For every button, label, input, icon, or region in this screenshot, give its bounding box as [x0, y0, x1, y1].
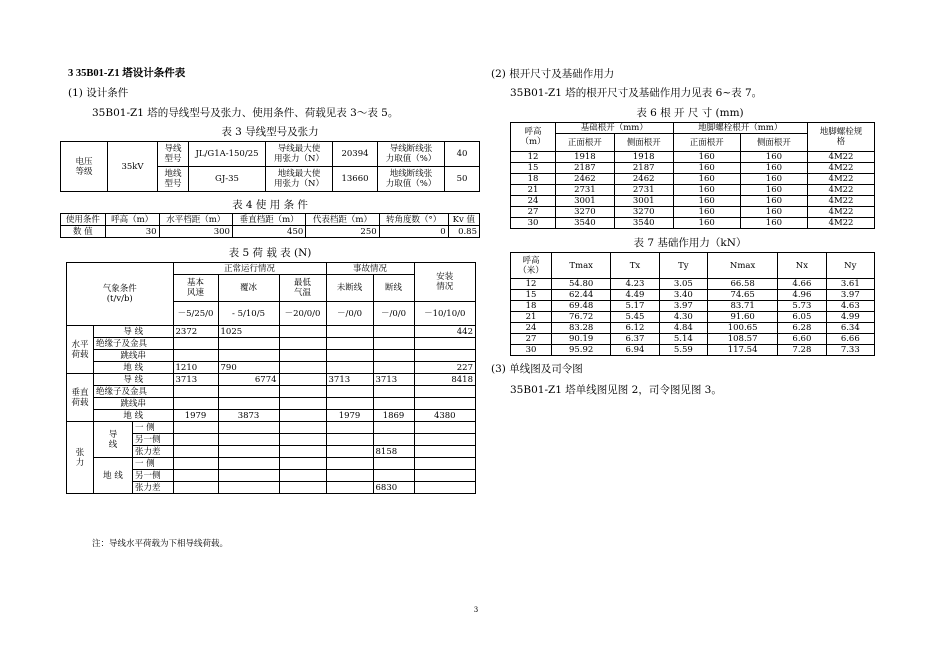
table-row [511, 279, 875, 290]
table-row-cell: 66.58 [708, 279, 778, 290]
col-min-temp: 最低 气温 [279, 275, 326, 302]
table-row-cell: 90.19 [552, 334, 611, 345]
t4-value: 300 [159, 226, 232, 238]
table-row-cell: 3.97 [826, 290, 874, 301]
load-cell: 6774 [218, 374, 279, 386]
load-cell [326, 326, 373, 338]
ground-tension-label: 地线最大使 用张力（N） [266, 167, 333, 192]
subsection-2-paragraph: 35B01-Z1 塔的根开尺寸及基础作用力见表 6~表 7。 [510, 87, 763, 99]
t7-header: Tx [611, 253, 659, 279]
table7 [510, 252, 875, 356]
table-row-cell: 6.66 [826, 334, 874, 345]
table-row-cell: 6.34 [826, 323, 874, 334]
load-cell: 1979 [326, 410, 373, 422]
table-row-cell: 2187 [556, 163, 615, 174]
table5 [66, 262, 476, 494]
t6-subheader: 侧面根开 [614, 134, 673, 152]
col-wind-speed: 基本 风速 [173, 275, 218, 302]
t4-value: 450 [232, 226, 305, 238]
table-row-cell: 4M22 [808, 152, 875, 163]
install-label: 安装 情况 [414, 263, 475, 302]
table-row-cell: 3001 [614, 196, 673, 207]
load-cell: 442 [414, 326, 475, 338]
table-row-cell: 5.73 [778, 301, 826, 312]
table-row-cell: 7.28 [778, 345, 826, 356]
t6-body [511, 152, 875, 229]
load-cell: 3873 [218, 410, 279, 422]
table-row-cell: 5.45 [611, 312, 659, 323]
table-row-cell: 160 [740, 152, 807, 163]
tension-ground-label: 地 线 [94, 458, 133, 494]
table-row-cell: 24 [511, 323, 552, 334]
table-row-cell: 160 [740, 163, 807, 174]
table-row-cell: 18 [511, 301, 552, 312]
table-row-cell: 4.30 [659, 312, 707, 323]
table7-caption: 表 7 基础作用力（kN） [633, 237, 747, 249]
table-row-cell: 6.37 [611, 334, 659, 345]
ground-type-value: GJ-35 [189, 167, 266, 192]
table-row-cell: 76.72 [552, 312, 611, 323]
table-row-cell: 21 [511, 312, 552, 323]
table-row-cell: 15 [511, 290, 552, 301]
horizontal-load-group: 水平 荷载 [67, 326, 94, 374]
page-number: 3 [473, 606, 479, 614]
t6-height-header: 呼高 （m） [511, 123, 556, 152]
table-row-cell: 4.63 [826, 301, 874, 312]
table-row-cell: 160 [673, 196, 740, 207]
subsection-1-title: (1) 设计条件 [68, 87, 129, 99]
table6-caption: 表 6 根 开 尺 寸 (mm) [636, 107, 744, 119]
table-row-cell: 4.66 [778, 279, 826, 290]
table-row-cell: 30 [511, 345, 552, 356]
table-row [511, 163, 875, 174]
load-cell: 3713 [326, 374, 373, 386]
t7-header: Ty [659, 253, 707, 279]
t4-value: 0 [379, 226, 448, 238]
load-row-label: 地 线 [94, 410, 174, 422]
voltage-value: 35kV [108, 142, 158, 192]
table-row [511, 185, 875, 196]
table-row-cell: 160 [740, 196, 807, 207]
table-row-cell: 160 [673, 152, 740, 163]
table-row-cell: 160 [673, 174, 740, 185]
t6-subheader: 正面根开 [673, 134, 740, 152]
col-no-break: 未断线 [326, 275, 373, 302]
load-cell: 3713 [173, 374, 218, 386]
load-cell: 8418 [414, 374, 475, 386]
t4-header: 呼高（m） [105, 214, 159, 226]
t6-foundation-header: 基础根开（mm） [556, 123, 674, 134]
conductor-break-label: 导线断线张 力取值（%） [378, 142, 445, 167]
table4-caption: 表 4 使 用 条 件 [232, 199, 308, 211]
table-row-cell: 4.23 [611, 279, 659, 290]
t7-header: 呼高 （米） [511, 253, 552, 279]
table-row-cell: 69.48 [552, 301, 611, 312]
load-row-label: 跳线串 [94, 350, 174, 362]
table-row-cell: 2462 [614, 174, 673, 185]
condition: －20/0/0 [279, 302, 326, 326]
condition: - 5/10/5 [218, 302, 279, 326]
table-row-cell: 83.28 [552, 323, 611, 334]
table-row-cell: 160 [740, 218, 807, 229]
table-row-cell: 74.65 [708, 290, 778, 301]
load-cell [373, 326, 414, 338]
ground-tension-value: 13660 [333, 167, 378, 192]
table-row [511, 290, 875, 301]
table-row-cell: 62.44 [552, 290, 611, 301]
table-row [511, 218, 875, 229]
table6 [510, 122, 875, 229]
t4-value: 0.85 [448, 226, 479, 238]
table-row [511, 312, 875, 323]
table-row [511, 207, 875, 218]
ground-break-value: 50 [445, 167, 480, 192]
table-row-cell: 3001 [556, 196, 615, 207]
ground-break-label: 地线断线张 力取值（%） [378, 167, 445, 192]
t7-header: Nx [778, 253, 826, 279]
t4-header: 转角度数（°） [379, 214, 448, 226]
table-row-cell: 4.96 [778, 290, 826, 301]
voltage-label: 电压 等级 [61, 142, 108, 192]
table-row-cell: 6.60 [778, 334, 826, 345]
normal-operation-label: 正常运行情况 [173, 263, 326, 275]
tension-diff-label: 张力差 [133, 482, 174, 494]
table-row-cell: 3270 [556, 207, 615, 218]
table-row-cell: 6.05 [778, 312, 826, 323]
table-row-cell: 3540 [556, 218, 615, 229]
table4 [60, 213, 480, 238]
table5-caption: 表 5 荷 载 表 (N) [228, 247, 312, 259]
load-cell: 1210 [173, 362, 218, 374]
table-row-cell: 2462 [556, 174, 615, 185]
load-row-label: 地 线 [94, 362, 174, 374]
load-cell: 6830 [373, 482, 414, 494]
load-cell: 1979 [173, 410, 218, 422]
condition: －5/25/0 [173, 302, 218, 326]
table-row-cell: 6.28 [778, 323, 826, 334]
tension-diff-label: 张力差 [133, 446, 174, 458]
tension-side-label: 一 侧 [133, 458, 174, 470]
table-row-cell: 15 [511, 163, 556, 174]
load-cell: 1869 [373, 410, 414, 422]
t6-spec-header: 地脚螺栓规 格 [808, 123, 875, 152]
tension-group: 张 力 [67, 422, 94, 494]
conductor-type-value: JL/G1A-150/25 [189, 142, 266, 167]
table-row-cell: 2731 [556, 185, 615, 196]
col-icing: 覆冰 [218, 275, 279, 302]
weather-condition-label: 气象条件 (t/v/b) [67, 263, 174, 326]
t4-header: Kv 值 [448, 214, 479, 226]
section-title: 3 35B01-Z1 塔设计条件表 [68, 68, 186, 79]
table-row-cell: 4M22 [808, 218, 875, 229]
t6-subheader: 侧面根开 [740, 134, 807, 152]
load-cell: 790 [218, 362, 279, 374]
load-row-label: 跳线串 [94, 398, 174, 410]
table-row-cell: 18 [511, 174, 556, 185]
t7-header: Nmax [708, 253, 778, 279]
t6-subheader: 正面根开 [556, 134, 615, 152]
condition: －/0/0 [373, 302, 414, 326]
table-row-cell: 4M22 [808, 196, 875, 207]
conductor-break-value: 40 [445, 142, 480, 167]
subsection-1-paragraph: 35B01-Z1 塔的导线型号及张力、使用条件、荷载见表 3～表 5。 [92, 107, 399, 119]
table-row-cell: 27 [511, 334, 552, 345]
table-row-cell: 7.33 [826, 345, 874, 356]
table-row-cell: 27 [511, 207, 556, 218]
t6-bolt-header: 地脚螺栓根开（mm） [673, 123, 807, 134]
table-row [511, 301, 875, 312]
table-row-cell: 12 [511, 152, 556, 163]
table-row-cell: 3270 [614, 207, 673, 218]
table-row-cell: 4.84 [659, 323, 707, 334]
table-row [511, 152, 875, 163]
t7-header: Ny [826, 253, 874, 279]
conductor-type-label: 导线 型号 [158, 142, 189, 167]
table-row-cell: 95.92 [552, 345, 611, 356]
load-row-label: 导 线 [94, 374, 174, 386]
table-row-cell: 91.60 [708, 312, 778, 323]
table-row-cell: 3.05 [659, 279, 707, 290]
load-cell: 8158 [373, 446, 414, 458]
tension-side-label: 另一侧 [133, 470, 174, 482]
table-row-cell: 3.61 [826, 279, 874, 290]
ground-type-label: 地线 型号 [158, 167, 189, 192]
table-row-cell: 83.71 [708, 301, 778, 312]
table5-note: 注：导线水平荷载为下相导线荷载。 [92, 539, 229, 549]
col-break: 断线 [373, 275, 414, 302]
load-row-label: 导 线 [94, 326, 174, 338]
table-row-cell: 1918 [614, 152, 673, 163]
t7-body [511, 279, 875, 356]
t4-header: 使用条件 [61, 214, 106, 226]
load-cell: 2372 [173, 326, 218, 338]
table-row-cell: 4.99 [826, 312, 874, 323]
t4-value: 250 [306, 226, 379, 238]
load-cell: 3713 [373, 374, 414, 386]
table-row-cell: 160 [673, 207, 740, 218]
table-row [511, 345, 875, 356]
vertical-load-group: 垂直 荷载 [67, 374, 94, 422]
t4-value: 数 值 [61, 226, 106, 238]
table-row [511, 174, 875, 185]
table-row [511, 196, 875, 207]
table-row-cell: 5.59 [659, 345, 707, 356]
load-cell [279, 326, 326, 338]
table-row-cell: 1918 [556, 152, 615, 163]
t4-header: 代表档距（m） [306, 214, 379, 226]
table-row-cell: 5.17 [611, 301, 659, 312]
table3-caption: 表 3 导线型号及张力 [221, 126, 319, 138]
table-row-cell: 30 [511, 218, 556, 229]
subsection-2-title: (2) 根开尺寸及基础作用力 [491, 68, 615, 80]
table-row-cell: 5.14 [659, 334, 707, 345]
table-row-cell: 4M22 [808, 174, 875, 185]
table-row-cell: 4M22 [808, 207, 875, 218]
conductor-tension-label: 导线最大使 用张力（N） [266, 142, 333, 167]
accident-label: 事故情况 [326, 263, 414, 275]
load-row-label: 绝缘子及金具 [94, 338, 174, 350]
load-cell: 4380 [414, 410, 475, 422]
table-row [511, 334, 875, 345]
table-row-cell: 108.57 [708, 334, 778, 345]
table-row-cell: 160 [740, 207, 807, 218]
table-row-cell: 6.12 [611, 323, 659, 334]
table-row-cell: 160 [740, 174, 807, 185]
table-row-cell: 6.94 [611, 345, 659, 356]
condition: －/0/0 [326, 302, 373, 326]
tension-side-label: 另一侧 [133, 434, 174, 446]
tension-conductor-label: 导 线 [94, 422, 133, 458]
table-row-cell: 3.97 [659, 301, 707, 312]
conductor-tension-value: 20394 [333, 142, 378, 167]
table-row-cell: 54.80 [552, 279, 611, 290]
table-row-cell: 12 [511, 279, 552, 290]
table-row [511, 323, 875, 334]
table-row-cell: 160 [673, 218, 740, 229]
load-cell: 1025 [218, 326, 279, 338]
table-row-cell: 160 [740, 185, 807, 196]
table-row-cell: 160 [673, 185, 740, 196]
load-cell: 227 [414, 362, 475, 374]
table3 [60, 141, 480, 192]
table-row-cell: 117.54 [708, 345, 778, 356]
t4-header: 水平档距（m） [159, 214, 232, 226]
load-row-label: 绝缘子及金具 [94, 386, 174, 398]
table-row-cell: 4M22 [808, 185, 875, 196]
t4-value: 30 [105, 226, 159, 238]
table-row-cell: 3540 [614, 218, 673, 229]
table-row-cell: 4.49 [611, 290, 659, 301]
table-row-cell: 24 [511, 196, 556, 207]
tension-side-label: 一 侧 [133, 422, 174, 434]
t7-header: Tmax [552, 253, 611, 279]
table-row-cell: 3.40 [659, 290, 707, 301]
condition: －10/10/0 [414, 302, 475, 326]
subsection-3-title: (3) 单线图及司令图 [491, 363, 583, 375]
table-row-cell: 100.65 [708, 323, 778, 334]
table-row-cell: 2731 [614, 185, 673, 196]
table-row-cell: 4M22 [808, 163, 875, 174]
table-row-cell: 2187 [614, 163, 673, 174]
t4-header: 垂直档距（m） [232, 214, 305, 226]
table-row-cell: 160 [673, 163, 740, 174]
table-row-cell: 21 [511, 185, 556, 196]
subsection-3-paragraph: 35B01-Z1 塔单线图见图 2，司令图见图 3。 [510, 384, 722, 396]
